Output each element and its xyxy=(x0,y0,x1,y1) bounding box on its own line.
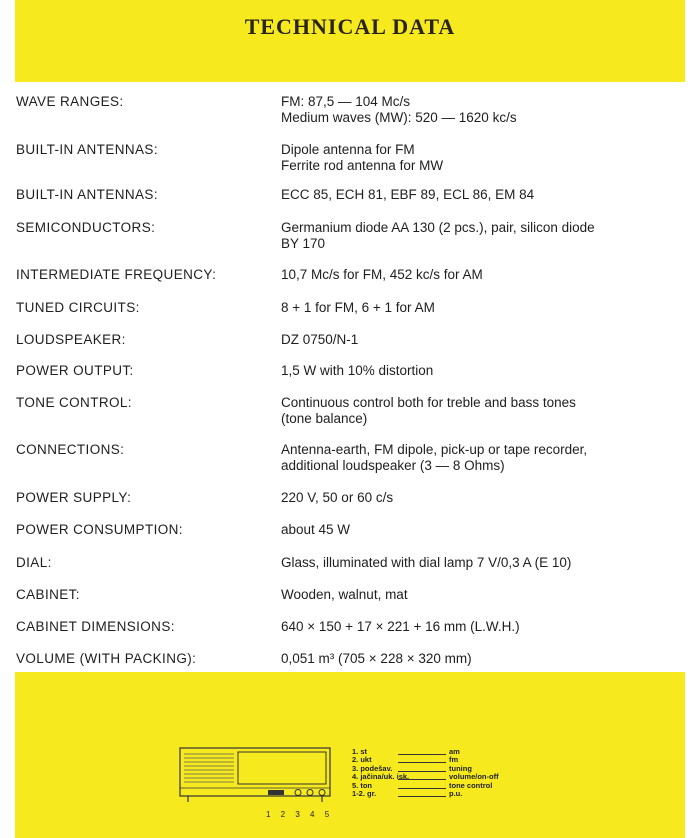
page-title: TECHNICAL DATA xyxy=(244,14,456,39)
spec-value-line: 640 × 150 + 17 × 221 + 16 mm (L.W.H.) xyxy=(281,619,520,634)
spec-value-line: 8 + 1 for FM, 6 + 1 for AM xyxy=(281,300,435,315)
spec-value-line: Glass, illuminated with dial lamp 7 V/0,3 A (E 10) xyxy=(281,555,572,570)
spec-value xyxy=(281,522,685,538)
spec-value-line: Germanium diode AA 130 (2 pcs.), pair, silicon diode xyxy=(281,220,595,235)
controls-legend xyxy=(352,748,499,798)
spec-value-line: Medium waves (MW): 520 — 1620 kc/s xyxy=(281,110,517,125)
spec-value-line: Wooden, walnut, mat xyxy=(281,587,408,602)
knob-volume xyxy=(307,790,313,796)
knob-tone xyxy=(319,790,325,796)
spec-value xyxy=(281,332,685,348)
speaker-grille xyxy=(184,754,234,782)
spec-label: INTERMEDIATE FREQUENCY: xyxy=(16,267,217,282)
spec-label: BUILT-IN ANTENNAS: xyxy=(16,187,158,202)
radio-cabinet-outline xyxy=(180,748,330,796)
spec-value-line: BY 170 xyxy=(281,236,326,251)
legend-item: 2. ukt fm xyxy=(352,755,459,765)
spec-value xyxy=(281,220,685,252)
spec-label: CABINET: xyxy=(16,587,80,602)
spec-value xyxy=(281,300,685,316)
spec-value xyxy=(281,619,685,635)
spec-value xyxy=(281,187,685,203)
spec-value-line: FM: 87,5 — 104 Mc/s xyxy=(281,94,411,109)
spec-value xyxy=(281,395,685,427)
spec-value xyxy=(281,587,685,603)
legend-item: 4. jačina/uk. isk. volume/on-off xyxy=(352,772,499,782)
spec-value-line: Ferrite rod antenna for MW xyxy=(281,158,444,173)
legend-item: 5. ton tone control xyxy=(352,780,493,790)
spec-label: CONNECTIONS: xyxy=(16,442,125,457)
legend-item: 1. st am xyxy=(352,747,460,756)
spec-value-line: Dipole antenna for FM xyxy=(281,142,415,157)
header-band xyxy=(15,0,685,82)
push-buttons xyxy=(268,790,284,795)
knob-tuning xyxy=(295,790,301,796)
spec-value-line: ECC 85, ECH 81, EBF 89, ECL 86, EM 84 xyxy=(281,187,535,202)
dial-glass xyxy=(238,752,326,784)
spec-label: CABINET DIMENSIONS: xyxy=(16,619,175,634)
spec-value xyxy=(281,142,685,174)
spec-value-line: DZ 0750/N-1 xyxy=(281,332,359,347)
spec-value-line: about 45 W xyxy=(281,522,351,537)
spec-value-line: 10,7 Mc/s for FM, 452 kc/s for AM xyxy=(281,267,483,282)
spec-value xyxy=(281,442,685,474)
spec-value-line: 1,5 W with 10% distortion xyxy=(281,363,434,378)
spec-label: SEMICONDUCTORS: xyxy=(16,220,156,235)
spec-value-line: (tone balance) xyxy=(281,411,368,426)
spec-label: WAVE RANGES: xyxy=(16,94,124,109)
spec-value xyxy=(281,651,685,667)
spec-label: POWER OUTPUT: xyxy=(16,363,134,378)
spec-label: POWER CONSUMPTION: xyxy=(16,522,183,537)
spec-value-line: additional loudspeaker (3 — 8 Ohms) xyxy=(281,458,505,473)
legend-item: 3. podešav. tuning xyxy=(352,763,472,773)
spec-value xyxy=(281,555,685,571)
spec-label: DIAL: xyxy=(16,555,52,570)
spec-value xyxy=(281,94,685,126)
spec-label: POWER SUPPLY: xyxy=(16,490,132,505)
spec-label: BUILT-IN ANTENNAS: xyxy=(16,142,158,157)
spec-value-line: 0,051 m³ (705 × 228 × 320 mm) xyxy=(281,651,472,666)
footer-band xyxy=(15,672,685,838)
spec-value-line: Antenna-earth, FM dipole, pick-up or tape recorder, xyxy=(281,442,588,457)
spec-value xyxy=(281,363,685,379)
radio-front-diagram xyxy=(178,744,344,810)
spec-label: TUNED CIRCUITS: xyxy=(16,300,140,315)
spec-label: LOUDSPEAKER: xyxy=(16,332,126,347)
legend-item: 1-2. gr. p.u. xyxy=(352,789,463,799)
spec-value xyxy=(281,490,685,506)
spec-value-line: Continuous control both for treble and bass tones xyxy=(281,395,576,410)
spec-label: TONE CONTROL: xyxy=(16,395,132,410)
spec-value xyxy=(281,267,685,283)
spec-label: VOLUME (WITH PACKING): xyxy=(16,651,197,666)
control-number-labels: 1 2 3 4 5 xyxy=(266,810,334,819)
spec-value-line: 220 V, 50 or 60 c/s xyxy=(281,490,394,505)
